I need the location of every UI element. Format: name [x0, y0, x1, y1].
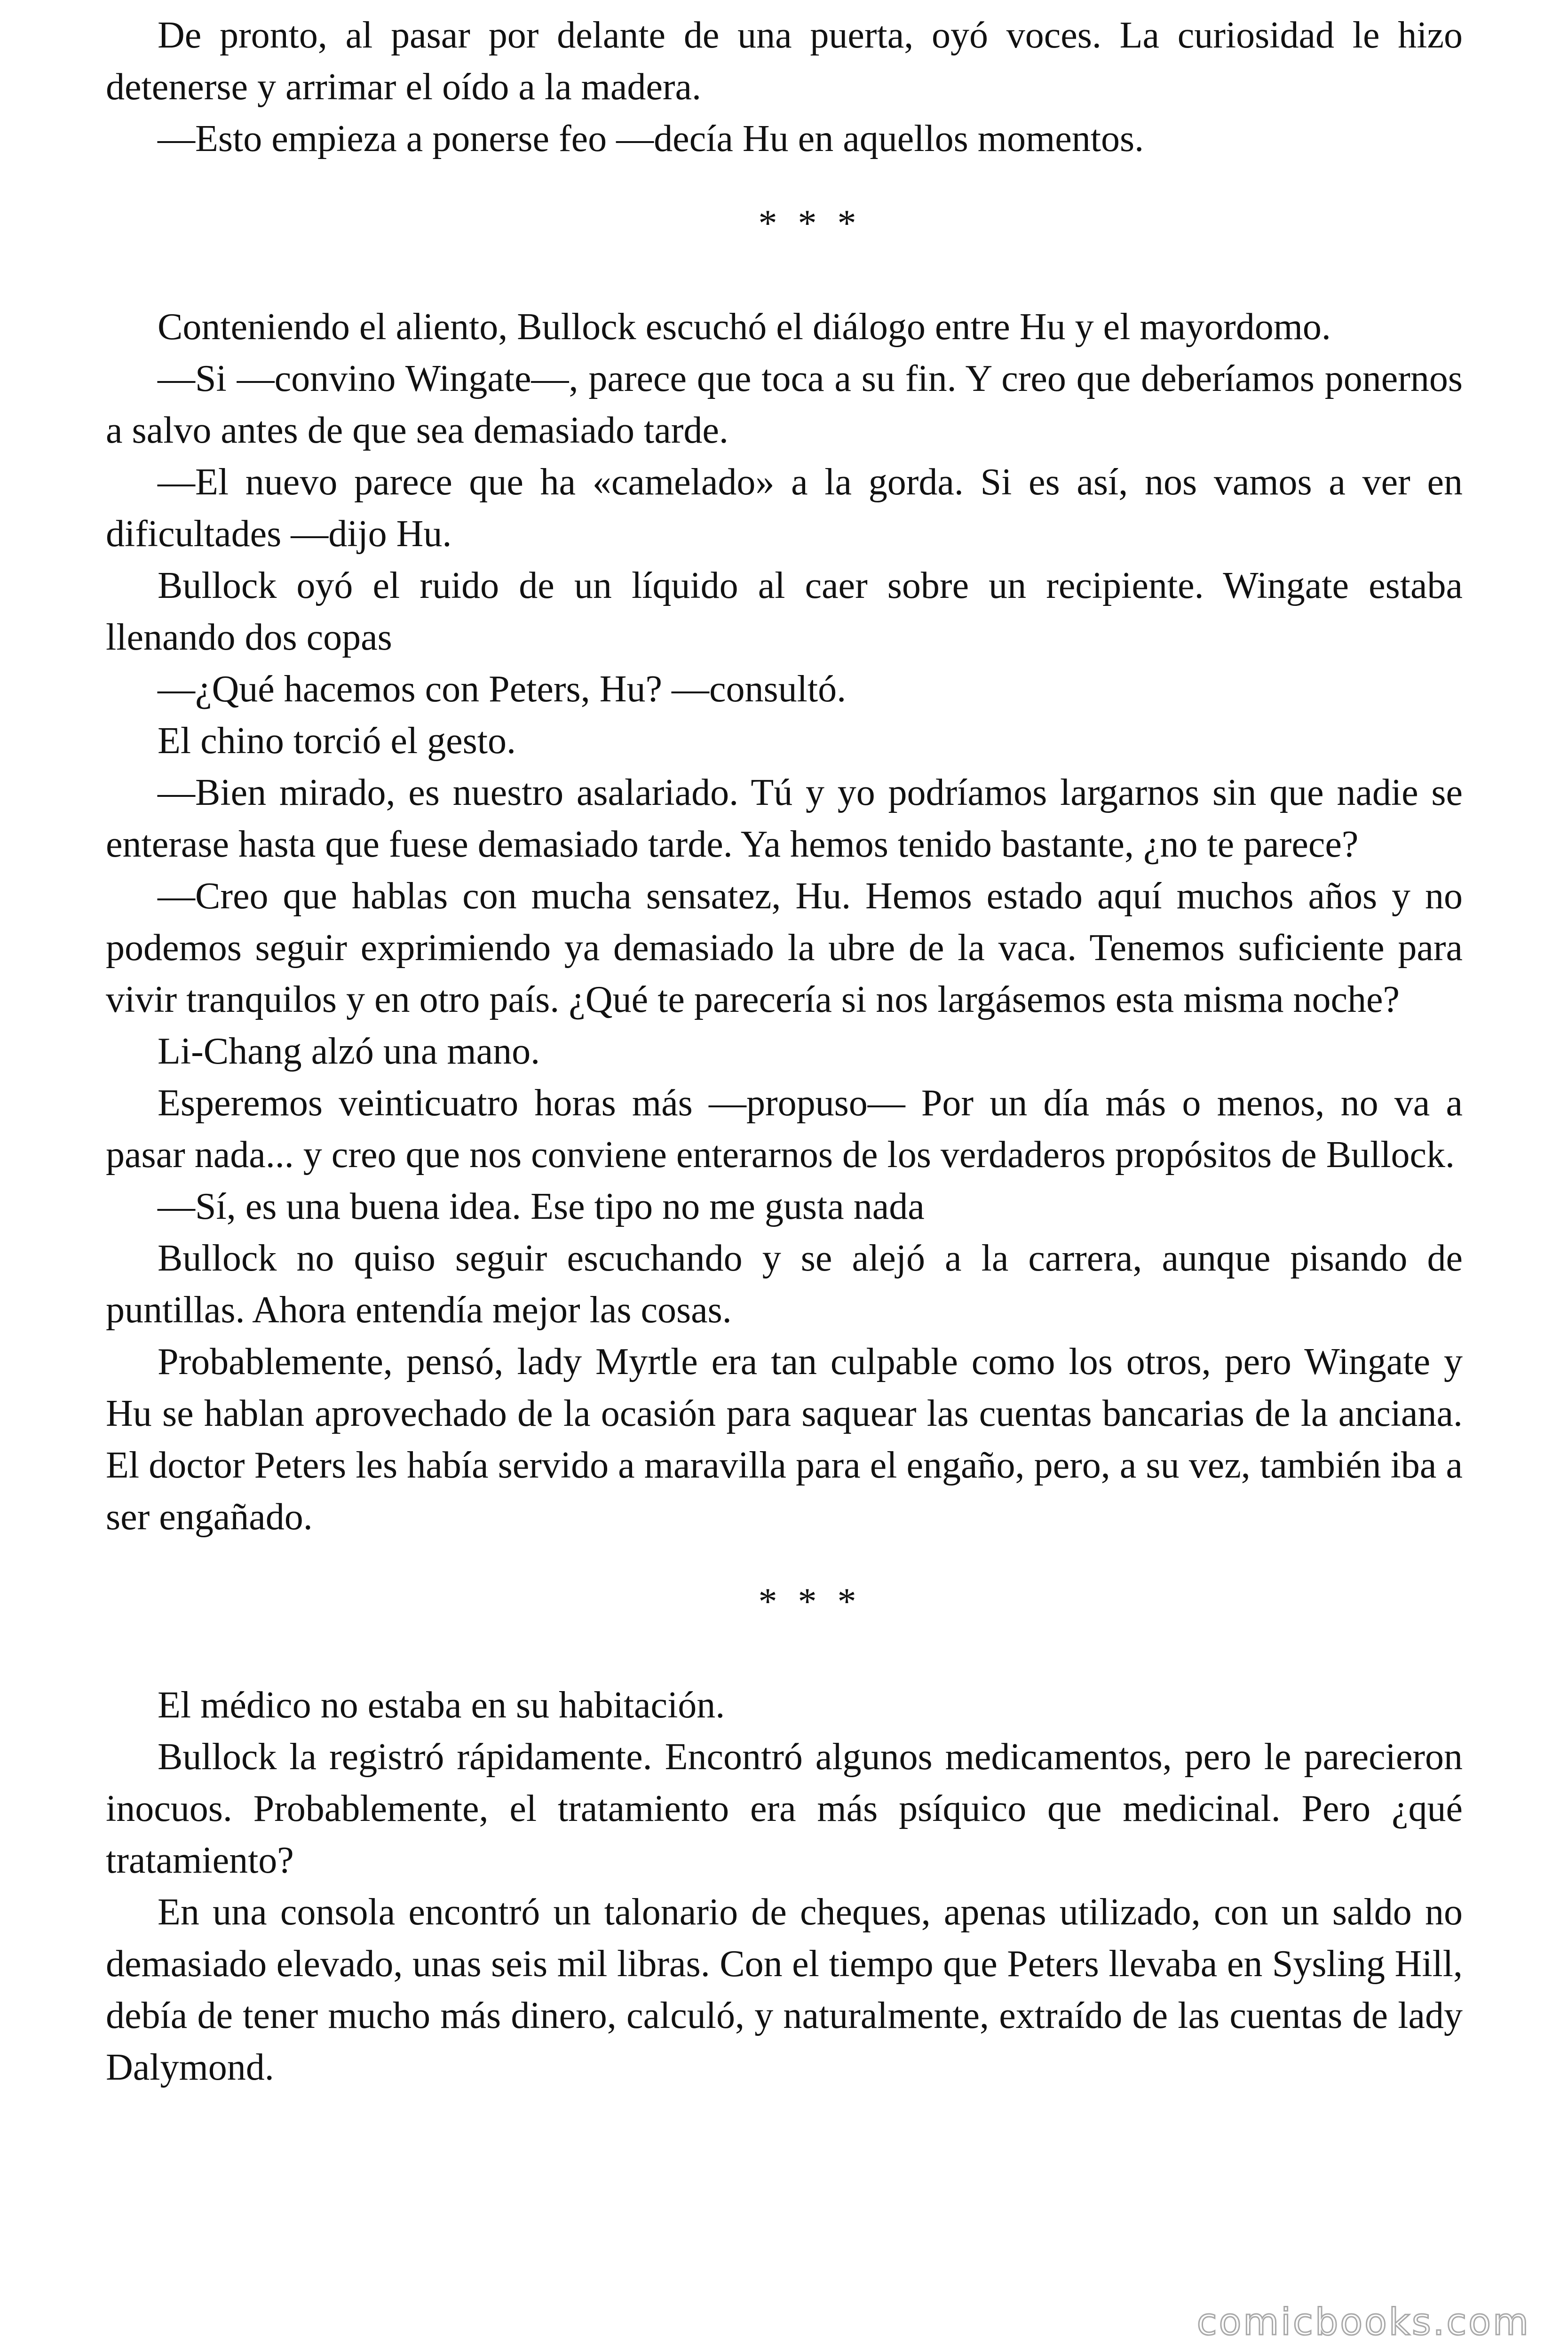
paragraph: —Bien mirado, es nuestro asalariado. Tú y yo podríamos largarnos sin que nadie se enterase hasta que fuese demasiado tarde. Ya hemos tenido bastante, ¿no te parece? [106, 772, 1463, 865]
paragraph: —Sí, es una buena idea. Ese tipo no me gusta nada [158, 1186, 925, 1227]
paragraph: El chino torció el gesto. [158, 720, 516, 762]
paragraph: —Si —convino Wingate—, parece que toca a su fin. Y creo que deberíamos ponernos a salvo antes de que sea demasiado tarde. [106, 358, 1463, 451]
paragraph: Li-Chang alzó una mano. [158, 1031, 540, 1072]
paragraph: Bullock la registró rápidamente. Encontró algunos medicamentos, pero le parecieron inocuos. Probablemente, el tratamiento era más psíquico que medicinal. Pero ¿qué tratamiento? [106, 1736, 1463, 1881]
paragraph: —Creo que hablas con mucha sensatez, Hu. Hemos estado aquí muchos años y no podemos seguir exprimiendo ya demasiado la ubre de la vaca. Tenemos suficiente para vivir tranquilos y en otro país. ¿Qué te parecería si nos largásemos esta misma noche? [106, 875, 1463, 1020]
paragraph: El médico no estaba en su habitación. [158, 1685, 725, 1726]
section-separator: * * * [758, 1581, 862, 1622]
section-separator: * * * [758, 203, 862, 244]
page-text [106, 9, 1463, 2093]
paragraph: Bullock oyó el ruido de un líquido al caer sobre un recipiente. Wingate estaba llenando dos copas [106, 565, 1463, 658]
paragraph: Conteniendo el aliento, Bullock escuchó el diálogo entre Hu y el mayordomo. [158, 306, 1331, 348]
paragraph: Esperemos veinticuatro horas más —propuso— Por un día más o menos, no va a pasar nada... y creo que nos conviene enterarnos de los verdaderos propósitos de Bullock. [106, 1082, 1463, 1176]
paragraph: —El nuevo parece que ha «camelado» a la gorda. Si es así, nos vamos a ver en dificultades —dijo Hu. [106, 461, 1463, 555]
paragraph: De pronto, al pasar por delante de una puerta, oyó voces. La curiosidad le hizo detenerse y arrimar el oído a la madera. [106, 15, 1463, 108]
paragraph: —¿Qué hacemos con Peters, Hu? —consultó. [158, 668, 847, 710]
watermark-logo: comicbooks.com [1196, 2301, 1530, 2344]
paragraph: Probablemente, pensó, lady Myrtle era tan culpable como los otros, pero Wingate y Hu se hablan aprovechado de la ocasión para saquear las cuentas bancarias de la anciana. El doctor Peters les había servido a maravilla para el engaño, pero, a su vez, también iba a ser engañado. [106, 1341, 1463, 1538]
paragraph: Bullock no quiso seguir escuchando y se alejó a la carrera, aunque pisando de puntillas. Ahora entendía mejor las cosas. [106, 1238, 1463, 1331]
paragraph: En una consola encontró un talonario de cheques, apenas utilizado, con un saldo no demasiado elevado, unas seis mil libras. Con el tiempo que Peters llevaba en Sysling Hill, debía de tener mucho más dinero, calculó, y naturalmente, extraído de las cuentas de lady Dalymond. [106, 1891, 1463, 2088]
paragraph: —Esto empieza a ponerse feo —decía Hu en aquellos momentos. [158, 118, 1144, 159]
